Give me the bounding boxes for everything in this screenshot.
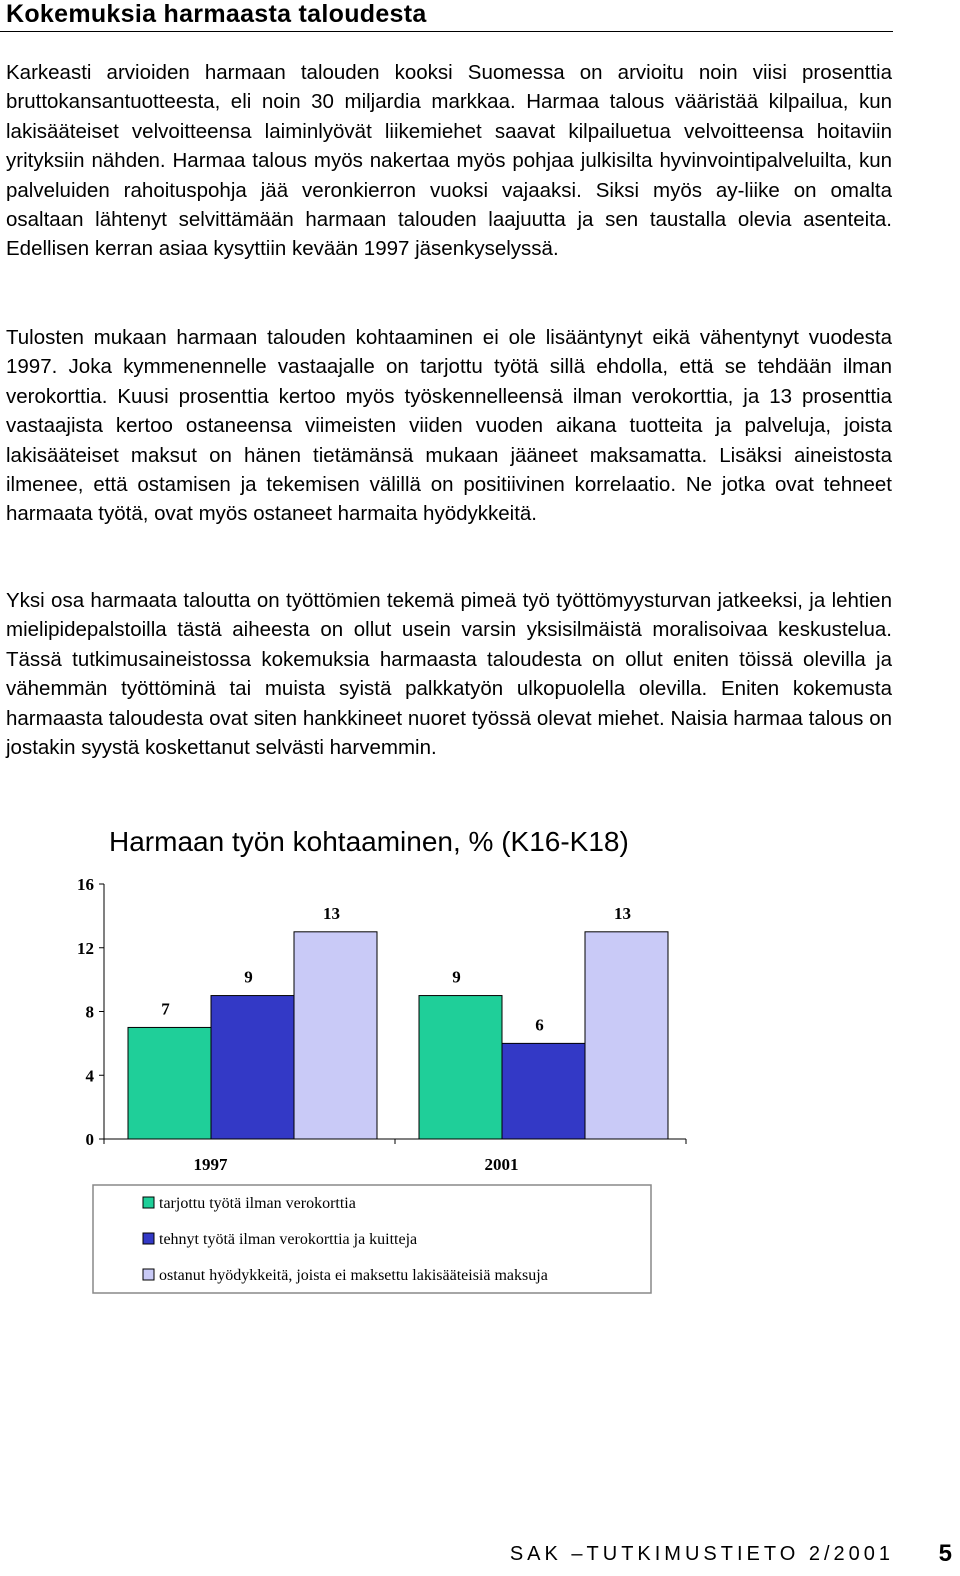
chart-title: Harmaan työn kohtaaminen, % (K16-K18): [109, 826, 629, 857]
paragraph-1: Karkeasti arvioiden harmaan talouden kooksi Suomessa on arvioitu noin viisi prosenttia bruttokansantuotteesta, eli noin 30 miljardia markkaa. Harmaa talous vääristää kilpailua, kun lakisääteiset velvoitteensa laiminlyövät liikemiehet saavat kilpailuetua velvoitteensa hoitaviin yrityksiin nähden. Harmaa talous myös nakertaa myös pohjaa julkisilta hyvinvointipalveluilta, kun palveluiden rahoituspohja jää veronkierron vuoksi vajaaksi. Siksi myös ay-liike on omalta osaltaan lähtenyt selvittämään harmaan talouden laajuutta ja sen taustalla olevia asenteita. Edellisen kerran asiaa kysyttiin kevään 1997 jäsenkyselyssä.: [6, 61, 892, 261]
paragraph-3: Yksi osa harmaata taloutta on työttömien tekemä pimeä työ työttömyysturvan jatkeeksi, ja lehtien mielipidepalstoilla tästä aiheesta on ollut usein varsin yksisilmäistä moralisoivaa keskustelua. Tässä tutkimusaineistossa kokemuksia harmaasta taloudesta on ollut eniten töissä olevilla ja vähemmän työttöminä tai muista syistä palkkatyön ulkopuolella olevilla. Eniten kokemusta harmaasta taloudesta ovat siten hankkineet nuoret työssä olevat miehet. Naisia harmaa talous on jostakin syystä koskettanut selvästi harvemmin.: [6, 589, 892, 760]
bar-value-label: 9: [244, 967, 253, 987]
paragraph-2: Tulosten mukaan harmaan talouden kohtaaminen ei ole lisääntynyt eikä vähentynyt vuodesta 1997. Joka kymmenennelle vastaajalle on tarjottu työtä sillä ehdolla, että se tehdään ilman verokorttia. Kuusi prosenttia kertoo myös työskennelleensä ilman verokorttia, ja 13 prosenttia vastaajista kertoo ostaneensa viimeisten viiden vuoden aikana tuotteita ja palveluja, joista lakisääteiset maksut on hänen tietämänsä mukaan jääneet maksamatta. Lisäksi aineistosta ilmenee, että ostamisen ja tekemisen välillä on positiivinen korrelaatio. Ne jotka ovat tehneet harmaata työtä, ovat myös ostaneet harmaita hyödykkeitä.: [6, 326, 892, 526]
y-tick-label: 12: [77, 938, 94, 958]
page-heading: Kokemuksia harmaasta taloudesta: [6, 0, 427, 28]
legend-label: tehnyt työtä ilman verokorttia ja kuitteja: [159, 1231, 418, 1248]
y-tick-label: 8: [85, 1002, 94, 1022]
y-tick-label: 4: [85, 1066, 94, 1086]
bar-value-label: 7: [161, 999, 170, 1019]
legend-swatch: [143, 1233, 154, 1244]
x-category-label: 2001: [484, 1155, 519, 1174]
chart-plot-area: [77, 875, 686, 1174]
legend-swatch: [143, 1197, 154, 1208]
legend-label: ostanut hyödykkeitä, joista ei maksettu lakisääteisiä maksuja: [159, 1267, 548, 1284]
y-tick-label: 16: [77, 875, 94, 894]
publication-footer: SAK –TUTKIMUSTIETO 2/2001: [509, 1543, 894, 1565]
bar: [585, 932, 668, 1139]
bar-value-label: 13: [323, 903, 340, 923]
bar: [294, 932, 377, 1139]
legend-label: tarjottu työtä ilman verokorttia: [159, 1195, 356, 1212]
bar-value-label: 13: [614, 903, 631, 923]
y-tick-label: 0: [85, 1130, 94, 1149]
bar: [128, 1027, 211, 1139]
bar-value-label: 9: [452, 967, 461, 987]
bar: [419, 996, 502, 1139]
page-number: 5: [938, 1540, 952, 1567]
legend-swatch: [143, 1269, 154, 1280]
bar: [502, 1043, 585, 1139]
bar-value-label: 6: [535, 1015, 544, 1035]
x-category-label: 1997: [193, 1155, 228, 1174]
bar: [211, 996, 294, 1139]
